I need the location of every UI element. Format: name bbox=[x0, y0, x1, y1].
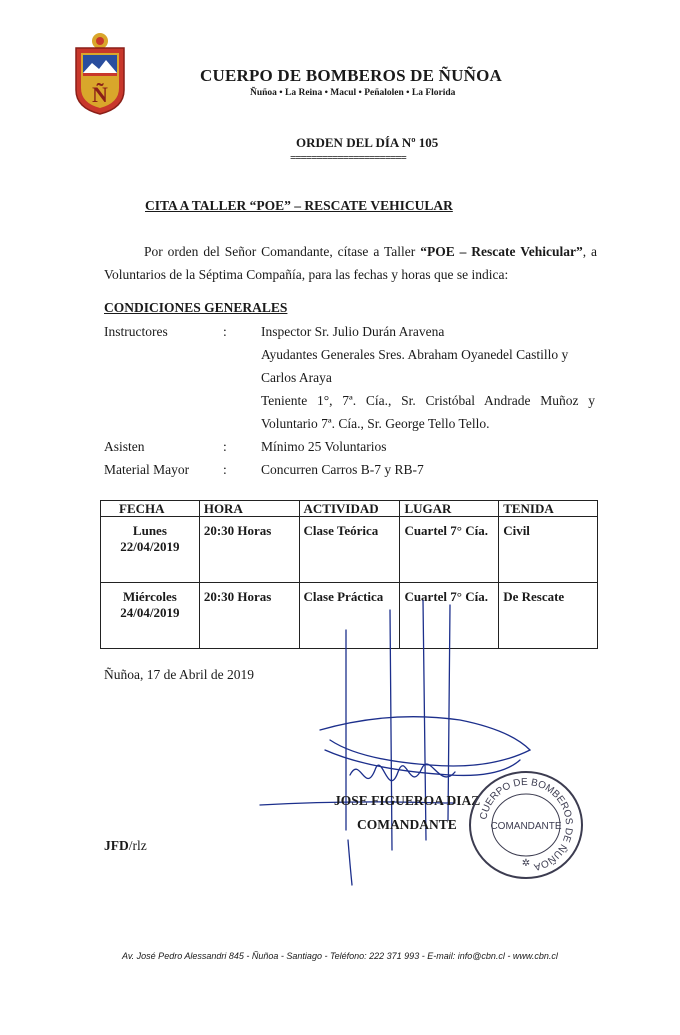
body-paragraph bbox=[104, 240, 597, 286]
organization-title: CUERPO DE BOMBEROS DE ÑUÑOA bbox=[200, 66, 502, 85]
asisten-label: Asisten bbox=[104, 439, 145, 454]
cell-date: 24/04/2019 bbox=[120, 605, 180, 620]
cell-fecha bbox=[101, 517, 200, 583]
instructors-label: Instructores bbox=[104, 324, 168, 339]
header-lugar: LUGAR bbox=[400, 501, 499, 517]
subject-heading: CITA A TALLER “POE” – RESCATE VEHICULAR bbox=[145, 198, 453, 213]
cell-day: Miércoles bbox=[122, 589, 177, 604]
official-stamp-icon bbox=[466, 768, 586, 882]
signatory-role: COMANDANTE bbox=[357, 817, 457, 832]
header-fecha: FECHA bbox=[101, 501, 200, 517]
signatory-name: JOSE FIGUEROA DIAZ bbox=[334, 793, 481, 808]
header-tenida: TENIDA bbox=[499, 501, 598, 517]
instructor-line: Teniente 1°, 7ª. Cía., Sr. Cristóbal Andrade Muñoz y bbox=[261, 393, 595, 408]
table-row bbox=[101, 517, 598, 583]
header-actividad: ACTIVIDAD bbox=[299, 501, 400, 517]
cell-lugar: Cuartel 7° Cía. bbox=[400, 517, 499, 583]
logo-letter: Ñ bbox=[92, 82, 108, 107]
instructor-line: Voluntario 7ª. Cía., Sr. George Tello Tello. bbox=[261, 416, 490, 431]
cell-tenida: Civil bbox=[499, 517, 598, 583]
asisten-colon: : bbox=[223, 439, 227, 454]
cell-fecha bbox=[101, 583, 200, 649]
cell-hora: 20:30 Horas bbox=[199, 583, 299, 649]
body-suffix: , a Voluntarios de la Séptima Compañía, para las fechas y horas que se indica: bbox=[104, 244, 597, 282]
material-label: Material Mayor bbox=[104, 462, 190, 477]
cell-actividad: Clase Práctica bbox=[299, 583, 400, 649]
instructor-line: Inspector Sr. Julio Durán Aravena bbox=[261, 324, 445, 339]
body-bold: “POE – Rescate Vehicular” bbox=[420, 244, 583, 259]
instructors-colon: : bbox=[223, 324, 227, 339]
order-title: ORDEN DEL DÍA Nº 105 bbox=[296, 135, 439, 150]
cell-day: Lunes bbox=[132, 523, 167, 538]
instructor-line: Ayudantes Generales Sres. Abraham Oyanedel Castillo y bbox=[261, 347, 569, 362]
footer-address: Av. José Pedro Alessandri 845 - Ñuñoa - Santiago - Teléfono: 222 371 993 - E-mail: info@cbn.cl - www.cbn.cl bbox=[122, 951, 558, 961]
stamp-center-text: COMANDANTE bbox=[490, 821, 562, 832]
place-date: Ñuñoa, 17 de Abril de 2019 bbox=[104, 667, 254, 682]
initials-text: JFD bbox=[104, 838, 129, 853]
cell-date: 22/04/2019 bbox=[120, 539, 180, 554]
table-header-row bbox=[101, 501, 598, 517]
instructor-line: Carlos Araya bbox=[261, 370, 332, 385]
body-prefix: Por orden del Señor Comandante, cítase a Taller bbox=[144, 244, 421, 259]
header-hora: HORA bbox=[199, 501, 299, 517]
svg-text:✲: ✲ bbox=[521, 858, 531, 869]
material-colon: : bbox=[223, 462, 227, 477]
cell-actividad: Clase Teórica bbox=[299, 517, 400, 583]
conditions-title: CONDICIONES GENERALES bbox=[104, 300, 288, 315]
order-title-rule: ====================== bbox=[290, 152, 406, 164]
cell-tenida: De Rescate bbox=[499, 583, 598, 649]
stamp-ring-text: CUERPO DE BOMBEROS DE ÑUÑOA bbox=[478, 776, 575, 873]
asisten-value: Mínimo 25 Voluntarios bbox=[261, 439, 387, 454]
cell-lugar: Cuartel 7° Cía. bbox=[400, 583, 499, 649]
initials: JFD/rlz bbox=[104, 838, 147, 853]
cell-hora: 20:30 Horas bbox=[199, 517, 299, 583]
logo bbox=[72, 30, 128, 116]
organization-subtitle: Ñuñoa • La Reina • Macul • Peñalolen • La Florida bbox=[250, 88, 456, 98]
material-value: Concurren Carros B-7 y RB-7 bbox=[261, 462, 424, 477]
